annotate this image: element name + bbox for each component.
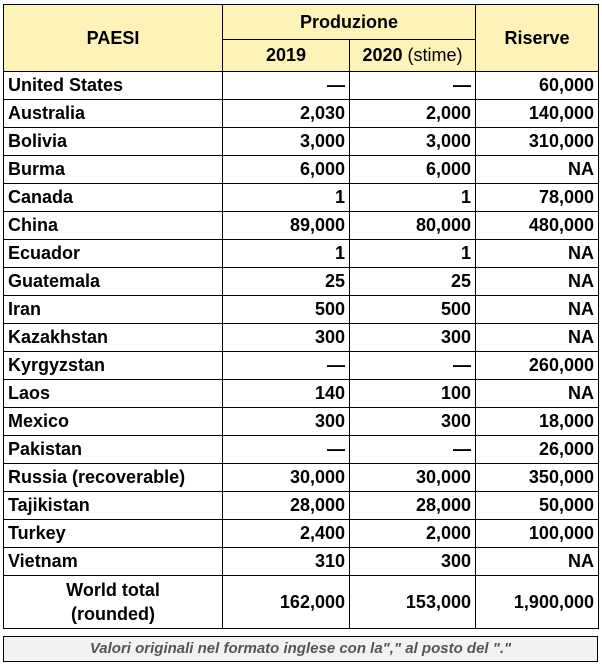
cell-reserves: 480,000 — [476, 212, 599, 240]
cell-reserves: 18,000 — [476, 408, 599, 436]
cell-reserves: NA — [476, 380, 599, 408]
table-row — [4, 548, 599, 576]
cell-reserves: NA — [476, 548, 599, 576]
cell-2020: 1 — [350, 240, 476, 268]
header-year-2020 — [350, 40, 476, 72]
header-production: Produzione — [223, 5, 476, 40]
cell-2019: 140 — [223, 380, 350, 408]
table-row — [4, 128, 599, 156]
cell-2019: 28,000 — [223, 492, 350, 520]
cell-2019: — — [223, 352, 350, 380]
cell-country: Guatemala — [4, 268, 223, 296]
cell-reserves: 350,000 — [476, 464, 599, 492]
table-row — [4, 324, 599, 352]
table-row — [4, 268, 599, 296]
cell-country: Turkey — [4, 520, 223, 548]
cell-2019: 25 — [223, 268, 350, 296]
cell-2019: 310 — [223, 548, 350, 576]
cell-reserves: 310,000 — [476, 128, 599, 156]
cell-2019: 300 — [223, 324, 350, 352]
total-label-line2: (rounded) — [71, 604, 155, 624]
cell-2020: 3,000 — [350, 128, 476, 156]
total-2020: 153,000 — [350, 576, 476, 629]
cell-reserves: 260,000 — [476, 352, 599, 380]
cell-country: Australia — [4, 100, 223, 128]
cell-2019: 2,400 — [223, 520, 350, 548]
table-row — [4, 100, 599, 128]
cell-2020: 300 — [350, 408, 476, 436]
header-reserves: Riserve — [476, 5, 599, 72]
cell-country: Canada — [4, 184, 223, 212]
cell-2020: 500 — [350, 296, 476, 324]
table-row — [4, 464, 599, 492]
cell-country: Vietnam — [4, 548, 223, 576]
table-row — [4, 492, 599, 520]
total-label — [4, 576, 223, 629]
table-row — [4, 212, 599, 240]
cell-reserves: NA — [476, 296, 599, 324]
header-year-2020-label: 2020 — [362, 45, 403, 65]
cell-2019: 2,030 — [223, 100, 350, 128]
cell-2019: 1 — [223, 240, 350, 268]
cell-country: United States — [4, 72, 223, 100]
cell-2019: 6,000 — [223, 156, 350, 184]
cell-2019: 500 — [223, 296, 350, 324]
cell-reserves: NA — [476, 156, 599, 184]
cell-2020: 2,000 — [350, 100, 476, 128]
cell-2019: 300 — [223, 408, 350, 436]
cell-country: China — [4, 212, 223, 240]
header-year-2019: 2019 — [223, 40, 350, 72]
cell-2019: — — [223, 436, 350, 464]
table-row — [4, 352, 599, 380]
cell-2020: 25 — [350, 268, 476, 296]
table-row — [4, 240, 599, 268]
antimony-data-table — [3, 4, 599, 629]
header-country: PAESI — [4, 5, 223, 72]
cell-2020: — — [350, 352, 476, 380]
cell-2020: 300 — [350, 324, 476, 352]
cell-2020: 28,000 — [350, 492, 476, 520]
cell-2020: 1 — [350, 184, 476, 212]
cell-reserves: NA — [476, 240, 599, 268]
cell-reserves: 78,000 — [476, 184, 599, 212]
total-label-line1: World total — [66, 580, 160, 600]
cell-country: Russia (recoverable) — [4, 464, 223, 492]
cell-2020: 300 — [350, 548, 476, 576]
footnote: Valori originali nel formato inglese con la"," al posto del "." — [3, 636, 598, 662]
cell-country: Laos — [4, 380, 223, 408]
cell-country: Burma — [4, 156, 223, 184]
table-row — [4, 156, 599, 184]
table-row — [4, 436, 599, 464]
cell-country: Tajikistan — [4, 492, 223, 520]
cell-2020: 30,000 — [350, 464, 476, 492]
cell-reserves: 140,000 — [476, 100, 599, 128]
cell-country: Iran — [4, 296, 223, 324]
cell-2020: 100 — [350, 380, 476, 408]
cell-reserves: 26,000 — [476, 436, 599, 464]
cell-2019: 3,000 — [223, 128, 350, 156]
cell-reserves: 50,000 — [476, 492, 599, 520]
table-row — [4, 380, 599, 408]
cell-2019: 89,000 — [223, 212, 350, 240]
cell-2020: 2,000 — [350, 520, 476, 548]
cell-reserves: NA — [476, 324, 599, 352]
table-row — [4, 184, 599, 212]
table-row — [4, 296, 599, 324]
cell-2020: — — [350, 436, 476, 464]
cell-country: Pakistan — [4, 436, 223, 464]
header-year-2020-note: (stime) — [407, 45, 463, 65]
table-row — [4, 520, 599, 548]
table-row — [4, 408, 599, 436]
cell-country: Bolivia — [4, 128, 223, 156]
cell-reserves: 100,000 — [476, 520, 599, 548]
total-reserves: 1,900,000 — [476, 576, 599, 629]
cell-reserves: 60,000 — [476, 72, 599, 100]
cell-country: Ecuador — [4, 240, 223, 268]
cell-country: Kazakhstan — [4, 324, 223, 352]
cell-reserves: NA — [476, 268, 599, 296]
table-body — [4, 72, 599, 576]
cell-2019: — — [223, 72, 350, 100]
cell-2020: — — [350, 72, 476, 100]
table-row — [4, 72, 599, 100]
cell-country: Mexico — [4, 408, 223, 436]
total-2019: 162,000 — [223, 576, 350, 629]
cell-country: Kyrgyzstan — [4, 352, 223, 380]
total-row — [4, 576, 599, 629]
cell-2019: 30,000 — [223, 464, 350, 492]
cell-2019: 1 — [223, 184, 350, 212]
cell-2020: 6,000 — [350, 156, 476, 184]
cell-2020: 80,000 — [350, 212, 476, 240]
